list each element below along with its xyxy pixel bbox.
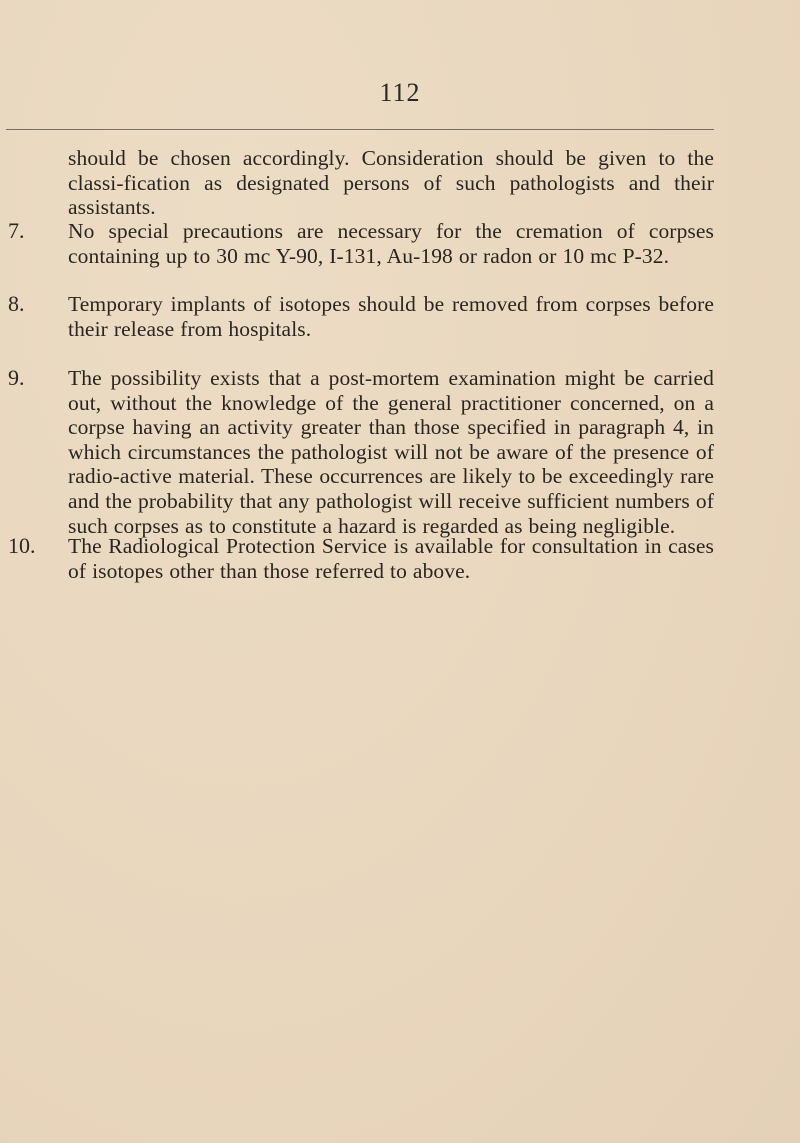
paragraph-number-8: 8. [8, 291, 25, 316]
header-rule [6, 129, 714, 130]
paragraph-number-9: 9. [8, 365, 25, 390]
paragraph-8: Temporary implants of isotopes should be removed from corpses before their release from hospitals. [68, 292, 714, 341]
continuation-paragraph: should be chosen accordingly. Consideration should be given to the classi-fication as designated persons of such pathologists and their assistants. [68, 146, 714, 220]
paragraph-10: The Radiological Protection Service is available for consultation in cases of isotopes other than those referred to above. [68, 534, 714, 583]
page-number: 112 [379, 78, 421, 107]
paragraph-7: No special precautions are necessary for the cremation of corpses containing up to 30 mc Y-90, I-131, Au-198 or radon or 10 mc P-32. [68, 219, 714, 268]
paragraph-number-7: 7. [8, 218, 25, 243]
paragraph-9: The possibility exists that a post-mortem examination might be carried out, without the knowledge of the general practitioner concerned, on a corpse having an activity greater than those specified in paragraph 4, in which circumstances the pathologist will not be aware of the presence of radio-active material. These occurrences are likely to be exceedingly rare and the probability that any pathologist will receive sufficient numbers of such corpses as to constitute a hazard is regarded as being negligible. [68, 366, 714, 538]
paragraph-number-10: 10. [8, 533, 36, 558]
